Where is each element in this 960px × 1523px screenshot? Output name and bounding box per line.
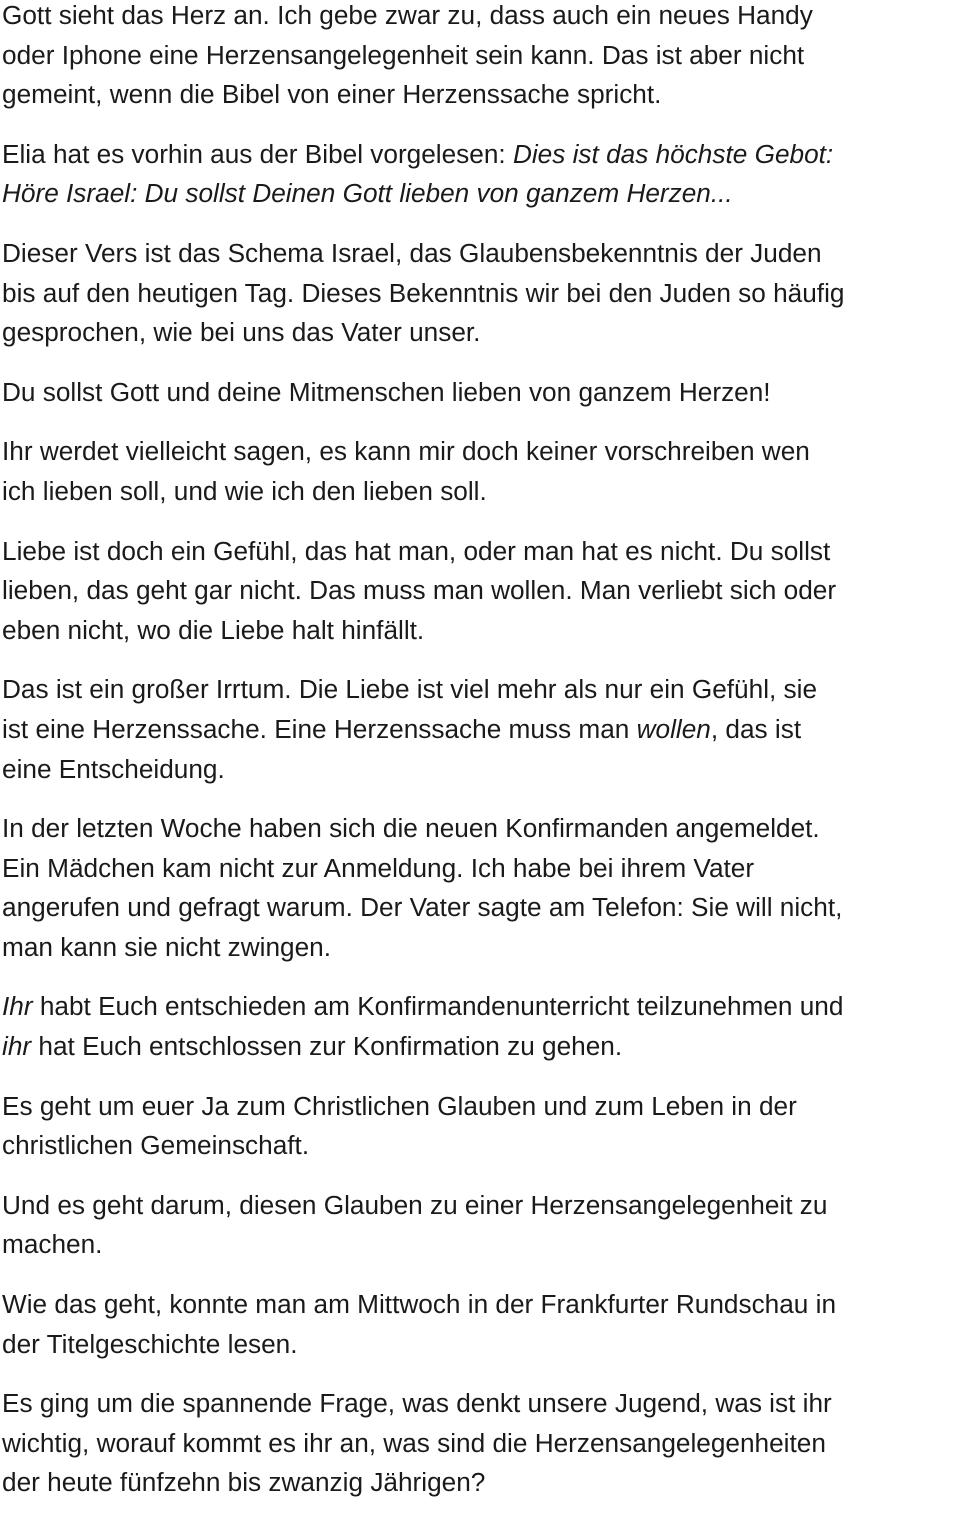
text-run: ich lieben soll, und wie ich den lieben soll. (2, 475, 487, 506)
text-run: der Titelgeschichte lesen. (2, 1328, 298, 1359)
text-run: machen. (2, 1229, 103, 1260)
text-line (2, 710, 958, 750)
text-run: habt Euch entschieden am Konfirmandenunterricht teilzunehmen und (32, 991, 844, 1022)
text-run: In der letzten Woche haben sich die neuen Konfirmanden angemeldet. (2, 813, 820, 844)
paragraph (2, 1186, 958, 1265)
paragraph (2, 234, 958, 353)
paragraph (2, 987, 958, 1066)
text-line (2, 532, 958, 572)
text-line (2, 987, 958, 1027)
paragraph (2, 0, 958, 115)
text-line (2, 174, 958, 214)
text-run: hat Euch entschlossen zur Konfirmation zu gehen. (31, 1031, 623, 1062)
text-line (2, 75, 958, 115)
text-line (2, 849, 958, 889)
paragraph (2, 1087, 958, 1166)
italic-text: ihr (2, 1031, 32, 1062)
paragraph (2, 670, 958, 789)
text-run: Elia hat es vorhin aus der Bibel vorgelesen: (2, 138, 513, 169)
text-line (2, 1225, 958, 1265)
document-page (2, 0, 958, 1523)
text-line (2, 750, 958, 790)
text-line (2, 928, 958, 968)
text-run: lieben, das geht gar nicht. Das muss man wollen. Man verliebt sich oder (2, 575, 837, 606)
text-run: Das ist ein großer Irrtum. Die Liebe ist viel mehr als nur ein Gefühl, sie (2, 674, 818, 705)
text-run: christlichen Gemeinschaft. (2, 1130, 310, 1161)
text-run: Ihr werdet vielleicht sagen, es kann mir doch keiner vorschreiben wen (2, 436, 810, 467)
paragraph (2, 135, 958, 214)
text-run: , das ist (710, 713, 802, 744)
text-line (2, 1463, 958, 1503)
text-line (2, 670, 958, 710)
italic-text: Höre Israel: Du sollst Deinen Gott lieben von ganzem Herzen... (2, 178, 733, 209)
text-line (2, 809, 958, 849)
text-run: eben nicht, wo die Liebe halt hinfällt. (2, 614, 425, 645)
text-run: oder Iphone eine Herzensangelegenheit sein kann. Das ist aber nicht (2, 39, 805, 70)
italic-text: Dies ist das höchste Gebot: (512, 138, 834, 169)
text-line (2, 1384, 958, 1424)
paragraph (2, 1285, 958, 1364)
paragraph (2, 532, 958, 651)
text-line (2, 1027, 958, 1067)
text-run: Und es geht darum, diesen Glauben zu einer Herzensangelegenheit zu (2, 1189, 828, 1220)
text-run: Dieser Vers ist das Schema Israel, das Glaubensbekenntnis der Juden (2, 237, 822, 268)
text-line (2, 1087, 958, 1127)
text-run: ist eine Herzenssache. Eine Herzenssache muss man (2, 713, 637, 744)
text-line (2, 234, 958, 274)
text-line (2, 571, 958, 611)
paragraph (2, 809, 958, 967)
text-line (2, 888, 958, 928)
text-run: bis auf den heutigen Tag. Dieses Bekenntnis wir bei den Juden so häufig (2, 277, 845, 308)
italic-text: Ihr (2, 991, 33, 1022)
text-line (2, 1285, 958, 1325)
text-run: man kann sie nicht zwingen. (2, 931, 331, 962)
text-run: eine Entscheidung. (2, 753, 225, 784)
text-line (2, 373, 958, 413)
text-run: der heute fünfzehn bis zwanzig Jährigen? (2, 1467, 486, 1498)
text-line (2, 432, 958, 472)
text-run: angerufen und gefragt warum. Der Vater sagte am Telefon: Sie will nicht, (2, 892, 843, 923)
italic-text: wollen (636, 713, 711, 744)
text-run: gesprochen, wie bei uns das Vater unser. (2, 317, 481, 348)
text-run: Liebe ist doch ein Gefühl, das hat man, oder man hat es nicht. Du sollst (2, 535, 831, 566)
paragraph (2, 373, 958, 413)
text-line (2, 611, 958, 651)
text-line (2, 36, 958, 76)
text-line (2, 1186, 958, 1226)
text-run: Wie das geht, konnte man am Mittwoch in der Frankfurter Rundschau in (2, 1289, 837, 1320)
text-run: gemeint, wenn die Bibel von einer Herzenssache spricht. (2, 79, 662, 110)
text-line (2, 1126, 958, 1166)
text-run: Ein Mädchen kam nicht zur Anmeldung. Ich habe bei ihrem Vater (2, 852, 755, 883)
text-run: Es ging um die spannende Frage, was denkt unsere Jugend, was ist ihr (2, 1388, 832, 1419)
text-line (2, 1325, 958, 1365)
text-line (2, 313, 958, 353)
text-run: Du sollst Gott und deine Mitmenschen lieben von ganzem Herzen! (2, 376, 771, 407)
paragraph (2, 432, 958, 511)
text-line (2, 274, 958, 314)
text-line (2, 472, 958, 512)
text-run: wichtig, worauf kommt es ihr an, was sind die Herzensangelegenheiten (2, 1427, 826, 1458)
text-run: Gott sieht das Herz an. Ich gebe zwar zu, dass auch ein neues Handy (2, 0, 813, 30)
text-line (2, 0, 958, 36)
paragraph (2, 1384, 958, 1503)
text-line (2, 1424, 958, 1464)
text-line (2, 135, 958, 175)
text-run: Es geht um euer Ja zum Christlichen Glauben und zum Leben in der (2, 1090, 797, 1121)
